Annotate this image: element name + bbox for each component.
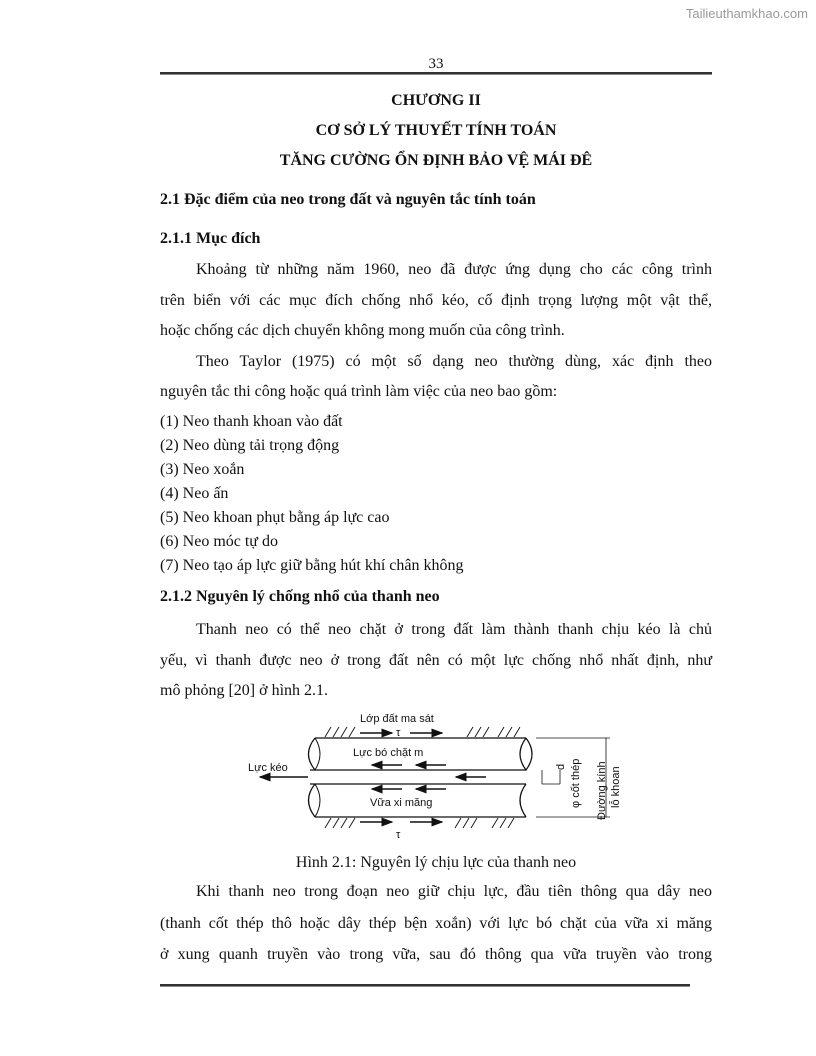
label-hole-diameter-1: Đường kính bbox=[596, 761, 608, 820]
label-hole-diameter-2: lỗ khoan bbox=[610, 766, 622, 808]
page-number: 33 bbox=[428, 56, 444, 72]
paragraph-line: Khi thanh neo trong đoạn neo giữ chịu lực, đầu tiên thông qua dây neo bbox=[196, 883, 712, 900]
label-rebar-diameter: φ cốt thép bbox=[570, 758, 582, 808]
paragraph-line: ở xung quanh truyền vào trong vữa, sau đó thông qua vữa truyền vào trong bbox=[160, 946, 712, 963]
paragraph-line: (thanh cốt thép thô hoặc dây thép bện xoắn) với lực bó chặt của vữa xi măng bbox=[160, 915, 712, 932]
list-item: (5) Neo khoan phụt bằng áp lực cao bbox=[160, 509, 390, 526]
paragraph-line: yếu, vì thanh được neo ở trong đất nên có một lực chống nhổ nhất định, như bbox=[160, 652, 712, 669]
paragraph-line: Thanh neo có thể neo chặt ở trong đất làm thành thanh chịu kéo là chủ bbox=[196, 621, 712, 638]
footer-rule bbox=[160, 984, 690, 987]
list-item: (3) Neo xoắn bbox=[160, 461, 245, 478]
list-item: (4) Neo ấn bbox=[160, 485, 229, 502]
label-pull-force: Lực kéo bbox=[248, 762, 288, 774]
paragraph-line: nguyên tắc thi công hoặc quá trình làm việc của neo bao gồm: bbox=[160, 383, 558, 400]
figure-caption: Hình 2.1: Nguyên lý chịu lực của thanh neo bbox=[295, 854, 577, 871]
label-tau-top: τ bbox=[396, 727, 401, 739]
chapter-title-2: TĂNG CƯỜNG ỔN ĐỊNH BẢO VỆ MÁI ĐÊ bbox=[279, 152, 593, 169]
label-friction-soil: Lớp đất ma sát bbox=[360, 713, 434, 725]
label-bond-force: Lực bó chặt m bbox=[353, 747, 424, 759]
label-grout: Vữa xi măng bbox=[370, 797, 433, 809]
paragraph-line: mô phỏng [20] ở hình 2.1. bbox=[160, 682, 329, 699]
list-item: (2) Neo dùng tải trọng động bbox=[160, 437, 340, 454]
paragraph-line: trên biển với các mục đích chống nhổ kéo, cố định trọng lượng một vật thể, bbox=[160, 292, 712, 309]
paragraph-line: Theo Taylor (1975) có một số dạng neo thường dùng, xác định theo bbox=[196, 353, 712, 370]
paragraph-line: Khoảng từ những năm 1960, neo đã được ứng dụng cho các công trình bbox=[196, 261, 712, 278]
list-item: (6) Neo móc tự do bbox=[160, 533, 278, 550]
section-heading: 2.1 Đặc điểm của neo trong đất và nguyên tắc tính toán bbox=[160, 191, 536, 208]
anchor-force-diagram bbox=[230, 700, 650, 840]
watermark: Tailieuthamkhao.com bbox=[685, 6, 808, 21]
label-d: d bbox=[555, 763, 567, 770]
list-item: (1) Neo thanh khoan vào đất bbox=[160, 413, 343, 430]
subsection-heading: 2.1.1 Mục đích bbox=[160, 230, 261, 247]
subsection-heading: 2.1.2 Nguyên lý chống nhổ của thanh neo bbox=[160, 588, 440, 605]
label-tau-bottom: τ bbox=[396, 829, 401, 840]
chapter-label: CHƯƠNG II bbox=[391, 92, 481, 109]
chapter-title-1: CƠ SỞ LÝ THUYẾT TÍNH TOÁN bbox=[315, 122, 557, 139]
header-rule bbox=[160, 72, 712, 75]
paragraph-line: hoặc chống các dịch chuyển không mong muốn của công trình. bbox=[160, 322, 565, 339]
list-item: (7) Neo tạo áp lực giữ bằng hút khí chân không bbox=[160, 557, 464, 574]
